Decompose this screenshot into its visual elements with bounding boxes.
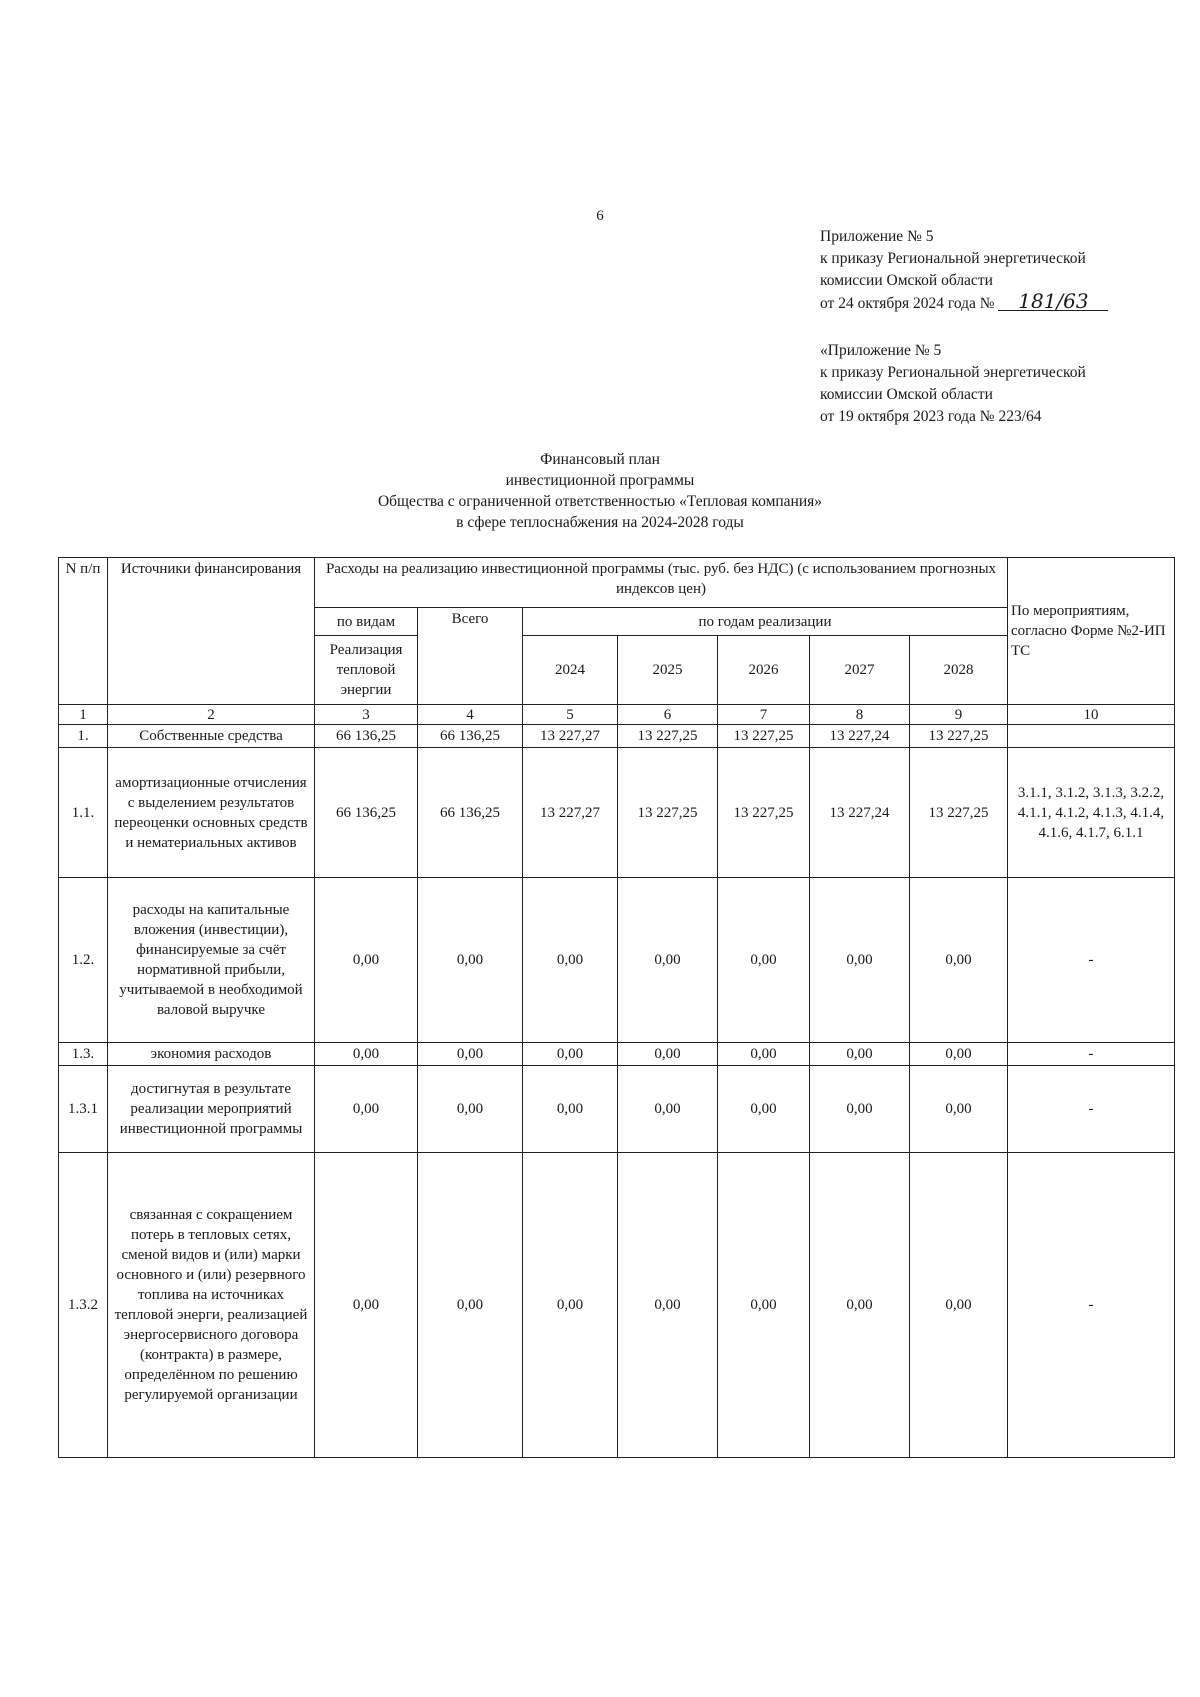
- title-line: Финансовый план: [540, 451, 660, 468]
- table-row: [59, 1043, 1175, 1066]
- appendix-line: от 19 октября 2023 года № 223/64: [820, 408, 1042, 425]
- column-number: 2: [108, 705, 315, 725]
- row-value: 0,00: [810, 1153, 910, 1458]
- row-number: 1.3.2: [59, 1153, 108, 1458]
- order-number-handwritten: 181/63: [998, 292, 1108, 311]
- row-value: 0,00: [910, 1066, 1008, 1153]
- header-year: 2026: [718, 636, 810, 705]
- appendix-date: от 24 октября 2024 года №: [820, 295, 995, 312]
- row-value: 0,00: [618, 1153, 718, 1458]
- row-measures: -: [1008, 878, 1175, 1043]
- row-value: 0,00: [718, 878, 810, 1043]
- row-value: 66 136,25: [418, 748, 523, 878]
- column-number: 4: [418, 705, 523, 725]
- row-source-name: Собственные средства: [108, 725, 315, 748]
- row-value: 0,00: [910, 1153, 1008, 1458]
- row-value: 0,00: [810, 1066, 910, 1153]
- header-year: 2027: [810, 636, 910, 705]
- header-expenses: Расходы на реализацию инвестиционной программы (тыс. руб. без НДС) (с использованием прогнозных индексов цен): [315, 558, 1008, 608]
- header-year: 2025: [618, 636, 718, 705]
- row-value: 66 136,25: [315, 748, 418, 878]
- column-number: 1: [59, 705, 108, 725]
- row-measures: -: [1008, 1153, 1175, 1458]
- row-value: 0,00: [523, 878, 618, 1043]
- header-by-years: по годам реализации: [523, 608, 1008, 636]
- row-value: 13 227,25: [618, 748, 718, 878]
- row-value: 66 136,25: [418, 725, 523, 748]
- appendix-line: комиссии Омской области: [820, 386, 993, 403]
- row-value: 66 136,25: [315, 725, 418, 748]
- row-value: 13 227,25: [718, 748, 810, 878]
- page-number: 6: [596, 208, 604, 224]
- row-measures: [1008, 725, 1175, 748]
- column-number: 5: [523, 705, 618, 725]
- appendix-line: к приказу Региональной энергетической: [820, 364, 1086, 381]
- appendix-line: Приложение № 5: [820, 228, 934, 245]
- row-number: 1.3.1: [59, 1066, 108, 1153]
- row-value: 0,00: [315, 1043, 418, 1066]
- header-measures: По мероприятиям, согласно Форме №2-ИП ТС: [1008, 558, 1175, 705]
- row-value: 0,00: [523, 1066, 618, 1153]
- header-num: N п/п: [59, 558, 108, 705]
- table-row: [59, 725, 1175, 748]
- row-measures: -: [1008, 1043, 1175, 1066]
- row-value: 0,00: [418, 1066, 523, 1153]
- row-value: 0,00: [315, 1153, 418, 1458]
- row-value: 0,00: [418, 1153, 523, 1458]
- row-value: 0,00: [523, 1153, 618, 1458]
- column-number: 9: [910, 705, 1008, 725]
- row-value: 13 227,25: [618, 725, 718, 748]
- header-sources: Источники финансирования: [108, 558, 315, 705]
- header-by-type: по видам: [315, 608, 418, 636]
- header-year: 2024: [523, 636, 618, 705]
- title-line: инвестиционной программы: [505, 472, 695, 489]
- row-number: 1.: [59, 725, 108, 748]
- row-value: 13 227,25: [718, 725, 810, 748]
- row-measures: -: [1008, 1066, 1175, 1153]
- document-title: [0, 449, 1200, 533]
- row-number: 1.1.: [59, 748, 108, 878]
- row-source-name: достигнутая в результате реализации мероприятий инвестиционной программы: [108, 1066, 315, 1153]
- row-value: 0,00: [618, 1043, 718, 1066]
- table-row: [59, 1153, 1175, 1458]
- row-measures: 3.1.1, 3.1.2, 3.1.3, 3.2.2, 4.1.1, 4.1.2, 4.1.3, 4.1.4, 4.1.6, 4.1.7, 6.1.1: [1008, 748, 1175, 878]
- row-value: 13 227,24: [810, 725, 910, 748]
- row-value: 0,00: [718, 1043, 810, 1066]
- title-line: Общества с ограниченной ответственностью «Тепловая компания»: [377, 493, 823, 510]
- financial-plan-table: [58, 557, 1175, 1458]
- table-row: [59, 878, 1175, 1043]
- row-value: 13 227,24: [810, 748, 910, 878]
- row-value: 0,00: [418, 1043, 523, 1066]
- row-value: 13 227,25: [910, 725, 1008, 748]
- row-value: 0,00: [910, 1043, 1008, 1066]
- column-number: 10: [1008, 705, 1175, 725]
- column-number: 8: [810, 705, 910, 725]
- row-source-name: расходы на капитальные вложения (инвестиции), финансируемые за счёт нормативной прибыли, учитываемой в необходимой валовой выручке: [108, 878, 315, 1043]
- title-line: в сфере теплоснабжения на 2024-2028 годы: [456, 514, 744, 531]
- row-value: 0,00: [718, 1153, 810, 1458]
- row-value: 0,00: [618, 878, 718, 1043]
- row-value: 0,00: [910, 878, 1008, 1043]
- row-source-name: амортизационные отчисления с выделением результатов переоценки основных средств и нематериальных активов: [108, 748, 315, 878]
- header-year: 2028: [910, 636, 1008, 705]
- table-row: [59, 748, 1175, 878]
- row-value: 13 227,27: [523, 748, 618, 878]
- row-value: 13 227,25: [910, 748, 1008, 878]
- table-row: [59, 1066, 1175, 1153]
- row-number: 1.2.: [59, 878, 108, 1043]
- header-heat-energy: Реализация тепловой энергии: [315, 636, 418, 705]
- row-value: 0,00: [523, 1043, 618, 1066]
- header-total: Всего: [418, 608, 523, 705]
- row-value: 0,00: [810, 878, 910, 1043]
- column-number: 7: [718, 705, 810, 725]
- row-value: 0,00: [315, 1066, 418, 1153]
- row-value: 0,00: [810, 1043, 910, 1066]
- column-number: 6: [618, 705, 718, 725]
- row-value: 0,00: [718, 1066, 810, 1153]
- column-number: 3: [315, 705, 418, 725]
- row-number: 1.3.: [59, 1043, 108, 1066]
- appendix-line: к приказу Региональной энергетической: [820, 250, 1086, 267]
- appendix-line: комиссии Омской области: [820, 272, 993, 289]
- appendix-header-current: [820, 226, 1108, 315]
- row-value: 0,00: [418, 878, 523, 1043]
- appendix-line: [820, 289, 1108, 315]
- appendix-header-previous: [820, 340, 1086, 428]
- row-source-name: связанная с сокращением потерь в тепловых сетях, сменой видов и (или) марки основного и (или) резервного топлива на источниках тепловой энерги, реализацией энергосервисного договора (контракта) в размере, определённом по решению регулируемой организации: [108, 1153, 315, 1458]
- row-value: 13 227,27: [523, 725, 618, 748]
- row-value: 0,00: [315, 878, 418, 1043]
- row-source-name: экономия расходов: [108, 1043, 315, 1066]
- appendix-line: «Приложение № 5: [820, 342, 942, 359]
- row-value: 0,00: [618, 1066, 718, 1153]
